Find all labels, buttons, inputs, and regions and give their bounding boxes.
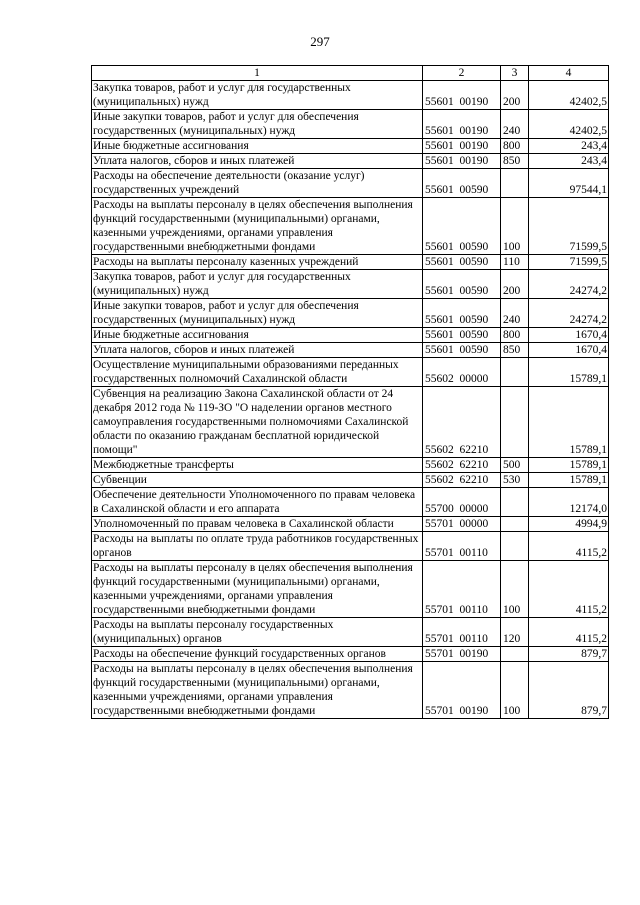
header-row (92, 66, 609, 81)
table-row (92, 328, 609, 343)
row-name: Закупка товаров, работ и услуг для государственных (муниципальных) нужд (92, 81, 423, 110)
row-name: Субвенции (92, 473, 423, 488)
row-code: 55601 00590 (423, 299, 501, 328)
table-row (92, 255, 609, 270)
row-expense-type: 800 (501, 328, 529, 343)
row-expense-type: 100 (501, 198, 529, 255)
row-name: Расходы на выплаты персоналу в целях обеспечения выполнения функций государственными (муниципальными) органами, казенными учреждениями, органами управления государственными внебюджетными фондами (92, 198, 423, 255)
budget-table (91, 65, 609, 719)
row-amount: 4115,2 (529, 618, 609, 647)
row-code: 55701 00190 (423, 662, 501, 719)
table-row (92, 488, 609, 517)
table-row (92, 81, 609, 110)
row-name: Расходы на обеспечение функций государственных органов (92, 647, 423, 662)
row-amount: 4115,2 (529, 561, 609, 618)
row-code: 55602 00000 (423, 358, 501, 387)
header-col-3: 3 (501, 66, 529, 81)
table-row (92, 647, 609, 662)
row-amount: 97544,1 (529, 169, 609, 198)
table-row (92, 343, 609, 358)
row-expense-type (501, 647, 529, 662)
row-expense-type (501, 517, 529, 532)
row-name: Обеспечение деятельности Уполномоченного по правам человека в Сахалинской области и его аппарата (92, 488, 423, 517)
row-amount: 4115,2 (529, 532, 609, 561)
page-number: 297 (310, 34, 330, 49)
row-amount: 879,7 (529, 662, 609, 719)
row-expense-type (501, 532, 529, 561)
row-code: 55601 00590 (423, 255, 501, 270)
header-col-2: 2 (423, 66, 501, 81)
row-amount: 24274,2 (529, 270, 609, 299)
row-expense-type: 120 (501, 618, 529, 647)
row-expense-type: 200 (501, 81, 529, 110)
row-code: 55601 00590 (423, 270, 501, 299)
row-code: 55601 00590 (423, 198, 501, 255)
table-row (92, 532, 609, 561)
row-amount: 71599,5 (529, 255, 609, 270)
row-amount: 42402,5 (529, 110, 609, 139)
row-name: Иные закупки товаров, работ и услуг для обеспечения государственных (муниципальных) нужд (92, 110, 423, 139)
row-name: Иные бюджетные ассигнования (92, 139, 423, 154)
row-expense-type: 100 (501, 662, 529, 719)
row-expense-type: 240 (501, 110, 529, 139)
row-code: 55701 00190 (423, 647, 501, 662)
row-name: Расходы на выплаты персоналу в целях обеспечения выполнения функций государственными (муниципальными) органами, казенными учреждениями, органами управления государственными внебюджетными фондами (92, 662, 423, 719)
row-expense-type: 240 (501, 299, 529, 328)
row-expense-type (501, 169, 529, 198)
table-row (92, 139, 609, 154)
row-amount: 243,4 (529, 154, 609, 169)
row-amount: 12174,0 (529, 488, 609, 517)
row-expense-type: 110 (501, 255, 529, 270)
table-row (92, 154, 609, 169)
row-code: 55601 00590 (423, 328, 501, 343)
row-expense-type: 100 (501, 561, 529, 618)
row-amount: 15789,1 (529, 358, 609, 387)
row-amount: 24274,2 (529, 299, 609, 328)
row-code: 55602 62210 (423, 458, 501, 473)
row-expense-type (501, 387, 529, 458)
table-row (92, 110, 609, 139)
row-amount: 243,4 (529, 139, 609, 154)
table-row (92, 198, 609, 255)
row-name: Расходы на выплаты персоналу в целях обеспечения выполнения функций государственными (муниципальными) органами, казенными учреждениями, органами управления государственными внебюджетными фондами (92, 561, 423, 618)
row-amount: 15789,1 (529, 387, 609, 458)
header-col-1: 1 (92, 66, 423, 81)
row-code: 55602 62210 (423, 473, 501, 488)
row-name: Уплата налогов, сборов и иных платежей (92, 154, 423, 169)
row-name: Уполномоченный по правам человека в Сахалинской области (92, 517, 423, 532)
row-code: 55601 00190 (423, 81, 501, 110)
row-expense-type (501, 488, 529, 517)
table-row (92, 458, 609, 473)
table-row (92, 561, 609, 618)
row-amount: 42402,5 (529, 81, 609, 110)
row-name: Расходы на выплаты персоналу казенных учреждений (92, 255, 423, 270)
row-name: Уплата налогов, сборов и иных платежей (92, 343, 423, 358)
row-amount: 1670,4 (529, 328, 609, 343)
row-code: 55601 00190 (423, 110, 501, 139)
table-row (92, 299, 609, 328)
row-expense-type (501, 358, 529, 387)
row-name: Межбюджетные трансферты (92, 458, 423, 473)
row-name: Расходы на обеспечение деятельности (оказание услуг) государственных учреждений (92, 169, 423, 198)
row-amount: 15789,1 (529, 473, 609, 488)
row-code: 55701 00000 (423, 517, 501, 532)
row-code: 55602 62210 (423, 387, 501, 458)
row-amount: 4994,9 (529, 517, 609, 532)
row-expense-type: 200 (501, 270, 529, 299)
row-code: 55701 00110 (423, 561, 501, 618)
table-row (92, 618, 609, 647)
row-expense-type: 800 (501, 139, 529, 154)
row-amount: 1670,4 (529, 343, 609, 358)
row-name: Иные бюджетные ассигнования (92, 328, 423, 343)
row-code: 55601 00590 (423, 343, 501, 358)
row-code: 55701 00110 (423, 532, 501, 561)
table-row (92, 270, 609, 299)
row-expense-type: 850 (501, 343, 529, 358)
table-row (92, 358, 609, 387)
row-expense-type: 850 (501, 154, 529, 169)
table-row (92, 387, 609, 458)
row-code: 55601 00190 (423, 139, 501, 154)
row-amount: 71599,5 (529, 198, 609, 255)
row-code: 55701 00110 (423, 618, 501, 647)
row-name: Закупка товаров, работ и услуг для государственных (муниципальных) нужд (92, 270, 423, 299)
table-row (92, 473, 609, 488)
header-col-4: 4 (529, 66, 609, 81)
row-expense-type: 500 (501, 458, 529, 473)
table-row (92, 169, 609, 198)
row-amount: 15789,1 (529, 458, 609, 473)
row-name: Субвенция на реализацию Закона Сахалинской области от 24 декабря 2012 года № 119-ЗО "О наделении органов местного самоуправления государственными полномочиями Сахалинской области по оказанию гражданам бесплатной юридической помощи" (92, 387, 423, 458)
row-code: 55700 00000 (423, 488, 501, 517)
row-amount: 879,7 (529, 647, 609, 662)
table-row (92, 517, 609, 532)
table-row (92, 662, 609, 719)
row-expense-type: 530 (501, 473, 529, 488)
row-name: Расходы на выплаты персоналу государственных (муниципальных) органов (92, 618, 423, 647)
row-name: Осуществление муниципальными образованиями переданных государственных полномочий Сахалинской области (92, 358, 423, 387)
row-code: 55601 00190 (423, 154, 501, 169)
row-code: 55601 00590 (423, 169, 501, 198)
row-name: Иные закупки товаров, работ и услуг для обеспечения государственных (муниципальных) нужд (92, 299, 423, 328)
row-name: Расходы на выплаты по оплате труда работников государственных органов (92, 532, 423, 561)
